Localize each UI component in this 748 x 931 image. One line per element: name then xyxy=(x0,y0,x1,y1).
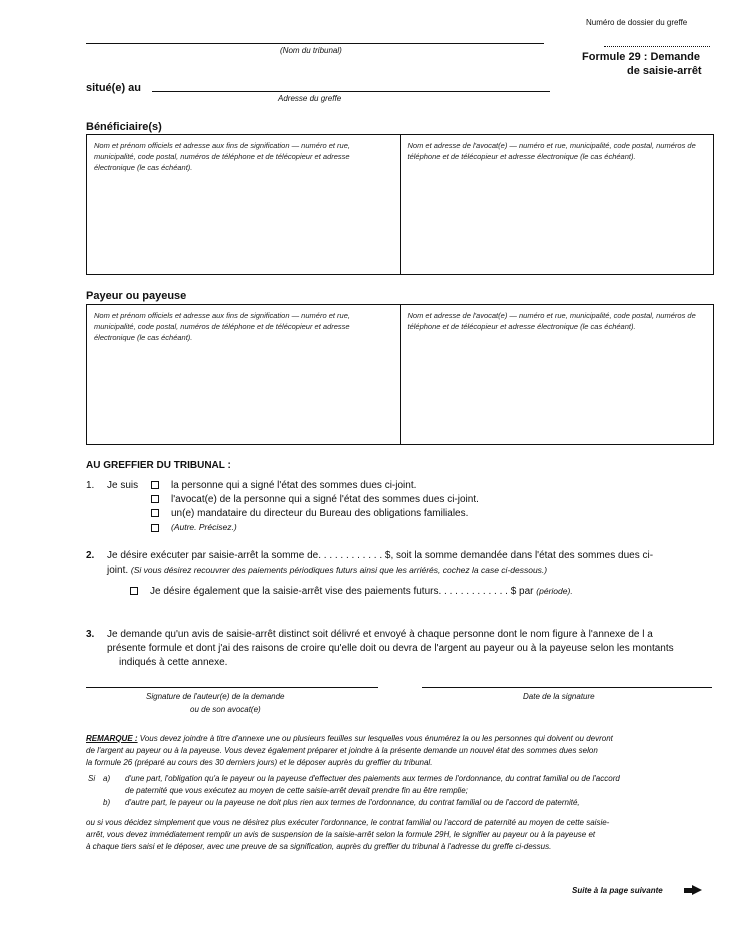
section3-number: 3. xyxy=(86,629,95,640)
remarque-b-line1: d'autre part, le payeur ou la payeuse ne doit plus rien aux termes de l'ordonnance, du contrat familial ou de l'accord de paternité, xyxy=(125,798,580,807)
signature-label-1: Signature de l'auteur(e) de la demande xyxy=(146,692,285,701)
form-title-line2: de saisie-arrêt xyxy=(627,65,702,77)
section3-line2: présente formule et dont j'ai des raisons de croire qu'elle doit ou devra de l'argent au payeur ou à la payeuse selon les montants xyxy=(107,643,674,654)
beneficiaire-heading: Bénéficiaire(s) xyxy=(86,121,162,133)
beneficiaire-box xyxy=(86,134,714,275)
option-signer-label: la personne qui a signé l'état des sommes dues ci-joint. xyxy=(171,480,417,491)
section1-lead: Je suis xyxy=(107,480,139,491)
option-signer[interactable] xyxy=(151,480,416,491)
signature-line[interactable] xyxy=(86,687,378,688)
future-payments-option[interactable]: Je désire également que la saisie-arrêt vise des paiements futurs. . . . . . . . . . . . . $ par (période). xyxy=(130,586,573,597)
form-title-line1: Formule 29 : Demande xyxy=(582,51,700,63)
section2-line2: joint. (Si vous désirez recouvrer des paiements périodiques futurs ainsi que les arriérés, cochez la case ci-dessous.) xyxy=(107,565,548,576)
date-label: Date de la signature xyxy=(523,692,595,701)
remarque-line1: REMARQUE : Vous devez joindre à titre d'annexe une ou plusieurs feuilles sur lesquelles vous énumérez la ou les personnes qui doivent ou devront xyxy=(86,734,613,743)
remarque-si: Si xyxy=(88,774,96,783)
next-page-arrowhead-icon xyxy=(692,885,702,895)
remarque-b-label: b) xyxy=(103,798,111,807)
payeur-lawyer-field[interactable]: Nom et adresse de l'avocat(e) — numéro et rue, municipalité, code postal, numéros de téléphone et de télécopieur et adresse électronique (le cas échéant). xyxy=(400,305,714,444)
court-name-line[interactable] xyxy=(86,43,544,44)
beneficiaire-name-field[interactable]: Nom et prénom officiels et adresse aux fins de signification — numéro et rue, municipalité, code postal, numéros de téléphone et de télécopieur et adresse électronique (le cas échéant). xyxy=(94,141,350,172)
option-lawyer[interactable] xyxy=(151,494,479,505)
file-number-label: Numéro de dossier du greffe xyxy=(586,18,688,27)
section2-line1: Je désire exécuter par saisie-arrêt la somme de. . . . . . . . . . . . $, soit la somme demandée dans l'état des sommes dues ci- xyxy=(107,550,654,561)
address-line[interactable] xyxy=(152,91,550,92)
remarque-a-line1: d'une part, l'obligation qu'a le payeur ou la payeuse d'effectuer des paiements aux termes de l'ordonnance, du contrat familial ou de l'accord xyxy=(125,774,620,783)
section1-number: 1. xyxy=(86,480,95,491)
remarque-heading: REMARQUE : xyxy=(86,734,138,743)
section3-line3: indiqués à cette annexe. xyxy=(119,657,228,668)
located-at-label: situé(e) au xyxy=(86,82,142,94)
beneficiaire-lawyer-field[interactable]: Nom et adresse de l'avocat(e) — numéro et rue, municipalité, code postal, numéros de téléphone et de télécopieur et adresse électronique (le cas échéant). xyxy=(400,135,714,274)
checkbox-future-payments[interactable] xyxy=(130,587,138,595)
clerk-heading: AU GREFFIER DU TRIBUNAL : xyxy=(86,460,231,471)
option-mandataire[interactable] xyxy=(151,508,468,519)
remarque-c-line2: arrêt, vous devez immédiatement remplir un avis de suspension de la saisie-arrêt selon la formule 29H, le signifier au payeur ou à la payeuse et xyxy=(86,830,596,839)
checkbox-mandataire[interactable] xyxy=(151,509,159,517)
checkbox-lawyer[interactable] xyxy=(151,495,159,503)
payeur-heading: Payeur ou payeuse xyxy=(86,290,187,302)
date-line[interactable] xyxy=(422,687,712,688)
file-number-field[interactable] xyxy=(604,46,710,47)
address-label: Adresse du greffe xyxy=(278,94,342,103)
remarque-line2: de l'argent au payeur ou à la payeuse. Vous devez également préparer et joindre à la présente demande un nouvel état des sommes dues selon xyxy=(86,746,598,755)
remarque-line3: la formule 26 (préparé au cours des 30 derniers jours) et le déposer auprès du greffier du tribunal. xyxy=(86,758,433,767)
continued-label: Suite à la page suivante xyxy=(572,886,663,895)
option-lawyer-label: l'avocat(e) de la personne qui a signé l'état des sommes dues ci-joint. xyxy=(171,494,479,505)
payeur-name-field[interactable]: Nom et prénom officiels et adresse aux fins de signification — numéro et rue, municipalité, code postal, numéros de téléphone et de télécopieur et adresse électronique (le cas échéant). xyxy=(94,311,350,342)
remarque-a-label: a) xyxy=(103,774,111,783)
remarque-c-line3: à chaque tiers saisi et le déposer, avec une preuve de sa signification, auprès du greffier du tribunal à l'adresse du greffe ci-dessus. xyxy=(86,842,552,851)
remarque-c-line1: ou si vous décidez simplement que vous ne désirez plus exécuter l'ordonnance, le contrat familial ou l'accord de paternité au moyen de cette saisie- xyxy=(86,818,610,827)
signature-label-2: ou de son avocat(e) xyxy=(190,705,261,714)
remarque-a-line2: de paternité que vous exécutez au moyen de cette saisie-arrêt devait prendre fin au être remplie; xyxy=(125,786,468,795)
checkbox-signer[interactable] xyxy=(151,481,159,489)
payeur-box xyxy=(86,304,714,445)
option-other-label: (Autre. Précisez.) xyxy=(171,522,237,532)
option-mandataire-label: un(e) mandataire du directeur du Bureau des obligations familiales. xyxy=(171,508,469,519)
section3-line1: Je demande qu'un avis de saisie-arrêt distinct soit délivré et envoyé à chaque personne dont le nom figure à l'annexe de l a xyxy=(107,629,653,640)
court-name-label: (Nom du tribunal) xyxy=(280,46,342,55)
checkbox-other[interactable] xyxy=(151,524,159,532)
option-other[interactable] xyxy=(151,522,237,532)
section2-number: 2. xyxy=(86,550,95,561)
